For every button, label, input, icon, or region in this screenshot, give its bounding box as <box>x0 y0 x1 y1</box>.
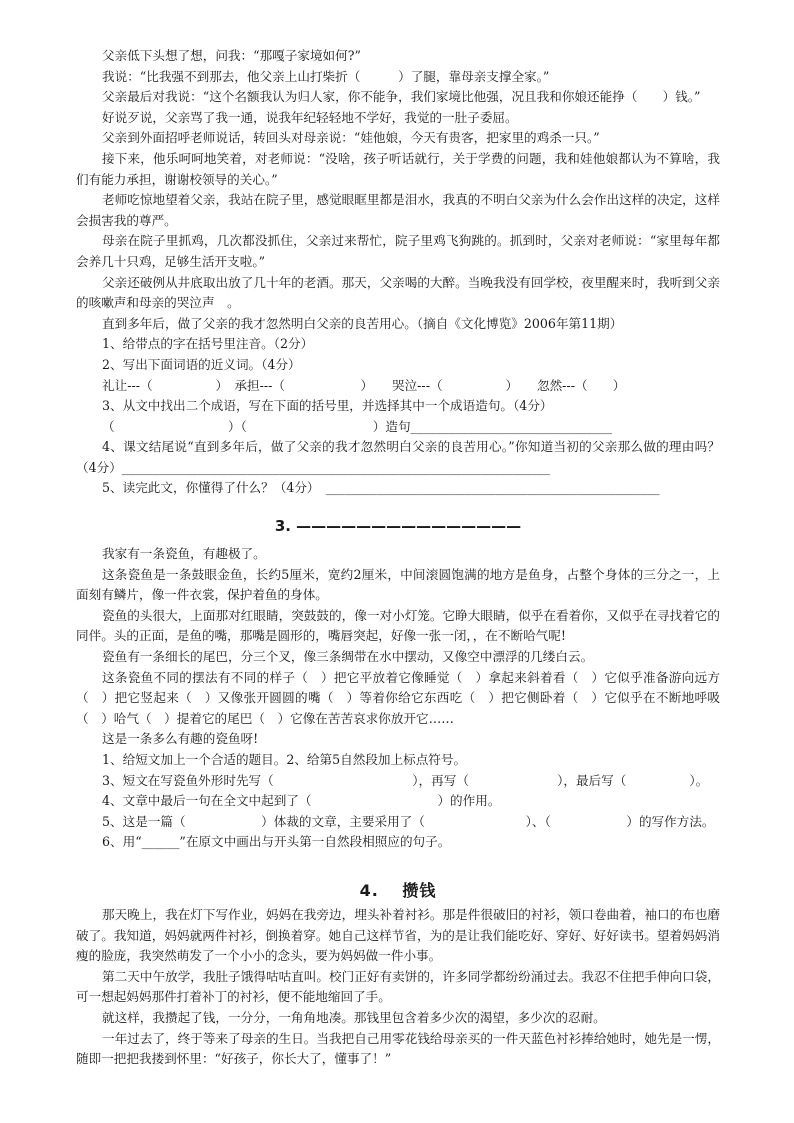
paragraph: 这是一条多么有趣的瓷鱼呀! <box>102 731 259 747</box>
question-answer-blanks: 礼让---（ ） 承担---（ ） 哭泣---（ ） 忽然---（ ） <box>102 377 626 393</box>
section-title: 3. ——————————————— <box>274 517 522 535</box>
question-answer-blanks: （ ）（ ）造句________________________________ <box>102 418 613 434</box>
paragraph: 父亲还破例从井底取出放了几十年的老酒。那天，父亲喝的大醉。当晚我没有回学校，夜里醒来时，我听到父亲的咳嗽声和母亲的哭泣声 。 <box>76 274 720 311</box>
paragraph: 瓷鱼有一条细长的尾巴，分三个叉，像三条绸带在水中摆动，又像空中漂浮的几缕白云。 <box>102 648 594 664</box>
paragraph: 父亲到外面招呼老师说话，转回头对母亲说：“娃他娘，今天有贵客，把家里的鸡杀一只。” <box>102 130 600 146</box>
passage-2-continuation <box>76 46 720 499</box>
paragraph: 母亲在院子里抓鸡，几次都没抓住，父亲过来帮忙，院子里鸡飞狗跳的。抓到时，父亲对老师说：“家里每年都会养几十只鸡，足够生活开支啦。” <box>76 233 720 269</box>
paragraph: 一年过去了，终于等来了母亲的生日。当我把自己用零花钱给母亲买的一件天蓝色衬衫捧给她时，她先是一愣，随即一把把我搂到怀里：“好孩子，你长大了，懂事了！” <box>76 1030 720 1067</box>
paragraph: 就这样，我攒起了钱，一分分，一角角地凑。那钱里包含着多少次的渴望，多少次的忍耐。 <box>102 1009 606 1025</box>
question: 6、用“______”在原文中画出与开头第一自然段相照应的句子。 <box>102 834 451 850</box>
question: 1、给带点的字在括号里注音。（2分） <box>102 336 314 352</box>
paragraph: 这条瓷鱼是一条鼓眼金鱼，长约5厘米，宽约2厘米，中间滚圆饱满的地方是鱼身，占整个身体的三分之一，上面刻有鳞片，像一件衣裳，保护着鱼的身体。 <box>76 566 720 603</box>
question: 4、课文结尾说“直到多年后，做了父亲的我才忽然明白父亲的良苦用心。”你知道当初的父亲那么做的理由吗？（4分）____________________________________________________________________ <box>76 439 720 475</box>
paragraph: 我家有一条瓷鱼，有趣极了。 <box>102 546 266 561</box>
paragraph: 这条瓷鱼不同的摆法有不同的样子（ ）把它平放着它像睡觉（ ）拿起来斜着看（ ）它似乎准备游向远方（ ）把它竖起来（ ）又像张开圆圆的嘴（ ）等着你给它东西吃（ ）把它侧卧着（ ）它似乎在不断地呼吸（ ）哈气（ ）提着它的尾巴（ ）它像在苦苦哀求你放开它…… <box>76 669 720 726</box>
passage-4 <box>76 905 720 1070</box>
paragraph: 直到多年后，做了父亲的我才忽然明白父亲的良苦用心。（摘自《文化博览》2006年第11期） <box>102 315 623 331</box>
paragraph: 父亲最后对我说：“这个名额我认为归人家，你不能争，我们家境比他强，况且我和你娘还能挣（ ）钱。” <box>102 89 701 105</box>
passage-3 <box>76 544 720 853</box>
question: 1、给短文加上一个合适的题目。2、给第5自然段加上标点符号。 <box>102 751 467 767</box>
paragraph: 老师吃惊地望着父亲，我站在院子里，感觉眼眶里都是泪水，我真的不明白父亲为什么会作出这样的决定，这样会损害我的尊严。 <box>76 192 720 228</box>
question: 3、从文中找出二个成语，写在下面的括号里，并选择其中一个成语造句。（4分） <box>102 398 553 414</box>
question: 5、这是一篇（ ）体裁的文章，主要采用了（ ）、（ ）的写作方法。 <box>102 813 715 829</box>
paragraph: 好说歹说，父亲骂了我一通，说我年纪轻轻地不学好，我觉的一肚子委屈。 <box>102 109 518 125</box>
paragraph: 那天晚上，我在灯下写作业，妈妈在我旁边，埋头补着衬衫。那是件很破旧的衬衫，领口卷曲着，袖口的布也磨破了。我知道，妈妈就两件衬衫，倒换着穿。她自己这样节省，为的是让我们能吃好、穿好、好好读书。望着妈妈消瘦的脸庞，我突然萌发了一个小小的念头，要为妈妈做一件小事。 <box>76 907 720 964</box>
section-title: 4. 攒钱 <box>359 881 437 900</box>
paragraph: 第二天中午放学，我肚子饿得咕咕直叫。校门正好有卖饼的，许多同学都纷纷涌过去。我忍不住把手伸向口袋，可一想起妈妈那件打着补丁的衬衫，便不能地缩回了手。 <box>76 968 720 1005</box>
question: 3、短文在写瓷鱼外形时先写（ ），再写（ ），最后写（ ）。 <box>102 772 709 788</box>
question: 2、写出下面词语的近义词。（4分） <box>102 356 301 372</box>
paragraph: 父亲低下头想了想，问我：“那嘎子家境如何?” <box>102 48 361 63</box>
paragraph: 接下来，他乐呵呵地笑着，对老师说：“没啥，孩子听话就行，关于学费的问题，我和娃他娘都认为不算啥，我们有能力承担，谢谢校领导的关心。” <box>76 150 720 187</box>
question: 5、读完此文，你懂得了什么？（4分） _____________________________________________________ <box>102 480 660 496</box>
question: 4、文章中最后一句在全文中起到了（ ）的作用。 <box>102 793 501 809</box>
paragraph: 我说：“比我强不到那去，他父亲上山打柴折（ ）了腿，靠母亲支撑全家。” <box>102 68 550 84</box>
paragraph: 瓷鱼的头很大，上面那对红眼睛，突鼓鼓的，像一对小灯笼。它睁大眼睛，似乎在看着你，又似乎在寻找着它的同伴。头的正面，是鱼的嘴，那嘴是圆形的，嘴唇突起，好像一张一闭，，在不断哈气呢! <box>76 607 720 644</box>
